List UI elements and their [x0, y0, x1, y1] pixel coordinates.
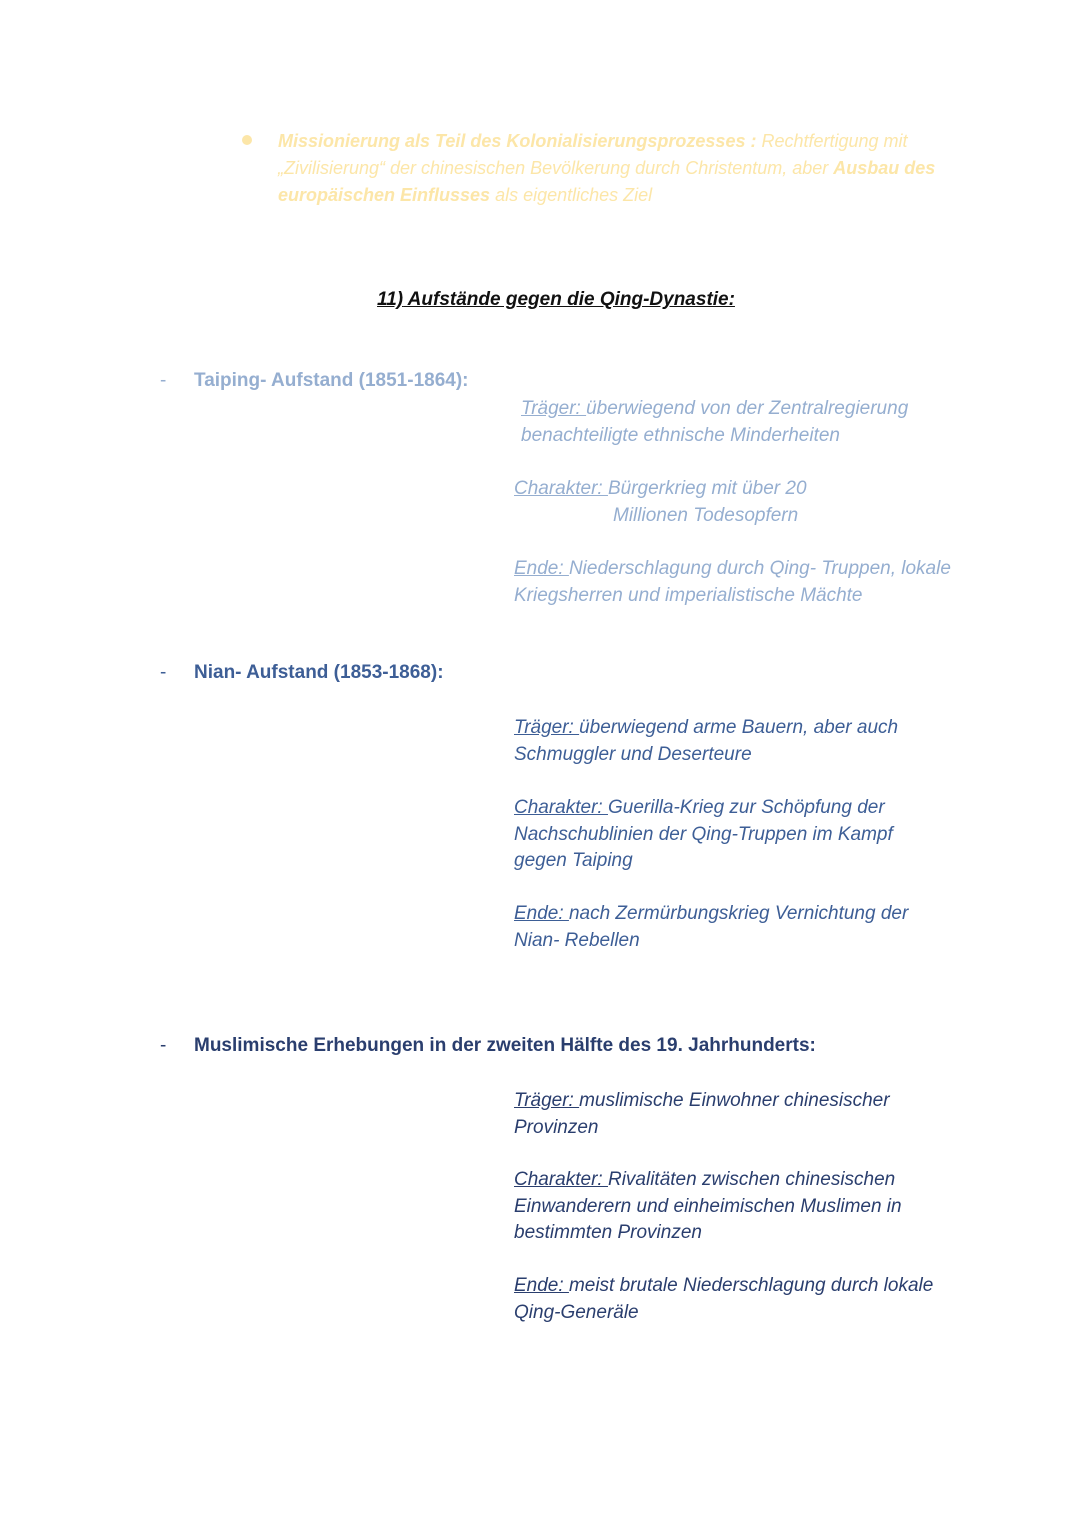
nian-title: - Nian- Aufstand (1853-1868): — [160, 662, 444, 683]
nian-traeger: Träger: überwiegend arme Bauern, aber auch Schmuggler und Deserteure — [514, 717, 899, 765]
nian-ende: Ende: nach Zermürbungskrieg Vernichtung der Nian- Rebellen — [514, 903, 909, 951]
muslim-traeger: Träger: muslimische Einwohner chinesischer Provinzen — [514, 1090, 890, 1138]
heading-number: 11) — [377, 289, 404, 310]
nian-charakter: Charakter: Guerilla-Krieg zur Schöpfung der Nachschublinien der Qing-Truppen im Kampf gegen Taiping — [514, 797, 893, 871]
muslim-charakter: Charakter: Rivalitäten zwischen chinesischen Einwanderern und einheimischen Muslimen in bestimmten Provinzen — [514, 1169, 902, 1243]
bullet-dot-icon — [242, 135, 252, 145]
taiping-traeger: Träger: überwiegend von der Zentralregierung benachteiligte ethnische Minderheiten — [521, 398, 909, 446]
muslim-ende: Ende: meist brutale Niederschlagung durch lokale Qing-Generäle — [514, 1275, 934, 1323]
bullet-text: Missionierung als Teil des Kolonialisierungsprozesses : Rechtfertigung mit „Zivilisierung“ der chinesischen Bevölkerung durch Christentum, aber Ausbau des europäischen Einflusses als eigentliches Ziel — [278, 131, 936, 205]
heading-title: Aufstände gegen die Qing-Dynastie: — [403, 289, 735, 310]
section-heading — [0, 289, 1080, 311]
taiping-title: - Taiping- Aufstand (1851-1864): — [160, 370, 469, 391]
taiping-charakter: Charakter: Bürgerkrieg mit über 20 Millionen Todesopfern — [514, 478, 807, 526]
taiping-ende: Ende: Niederschlagung durch Qing- Truppen, lokale Kriegsherren und imperialistische Mächte — [514, 558, 951, 606]
muslim-title: - Muslimische Erhebungen in der zweiten Hälfte des 19. Jahrhunderts: — [160, 1035, 816, 1056]
